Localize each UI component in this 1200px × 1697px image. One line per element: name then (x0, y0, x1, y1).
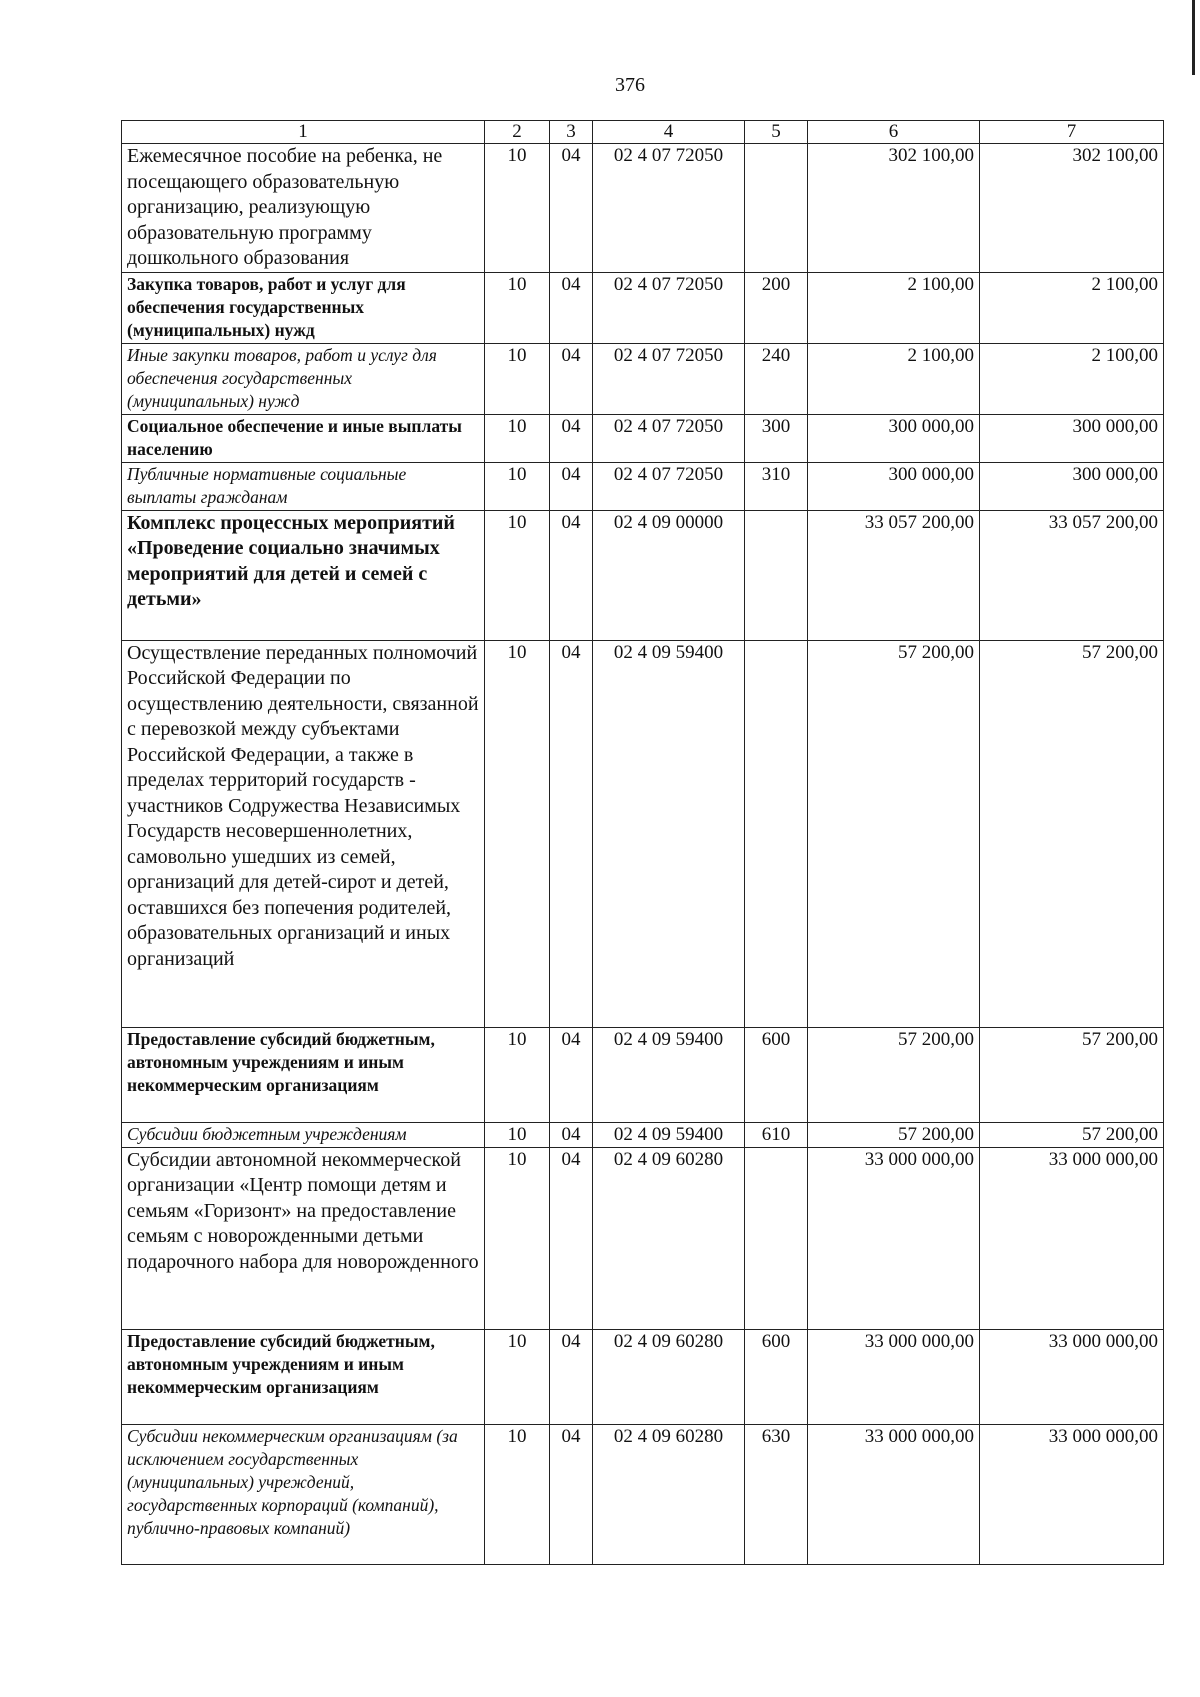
amount-col7: 57 200,00 (980, 640, 1164, 1027)
section-code: 10 (485, 414, 550, 462)
amount-col6: 2 100,00 (808, 272, 980, 343)
target-article-code: 02 4 09 60280 (593, 1424, 745, 1564)
header-cell: 6 (808, 121, 980, 144)
expense-type-code: 600 (745, 1329, 808, 1424)
subsection-code: 04 (550, 1027, 593, 1122)
table-row (122, 1122, 1164, 1147)
section-code: 10 (485, 1027, 550, 1122)
amount-col6: 57 200,00 (808, 1027, 980, 1122)
table-row (122, 343, 1164, 414)
target-article-code: 02 4 09 60280 (593, 1329, 745, 1424)
table-row (122, 144, 1164, 273)
expense-type-code: 310 (745, 462, 808, 510)
item-name: Осуществление переданных полномочий Российской Федерации по осуществлению деятельности, связанной с перевозкой между субъектами Российской Федерации, а также в пределах территорий государств - участников Содружества Независимых Государств несовершеннолетних, самовольно ушедших из семей, организаций для детей-сирот и детей, оставшихся без попечения родителей, образовательных организаций и иных организаций (122, 640, 485, 1027)
amount-col7: 300 000,00 (980, 462, 1164, 510)
item-name: Иные закупки товаров, работ и услуг для обеспечения государственных (муниципальных) нужд (122, 343, 485, 414)
section-code: 10 (485, 510, 550, 640)
amount-col7: 33 000 000,00 (980, 1147, 1164, 1329)
target-article-code: 02 4 09 59400 (593, 640, 745, 1027)
header-cell: 1 (122, 121, 485, 144)
budget-table (121, 120, 1164, 1565)
subsection-code: 04 (550, 272, 593, 343)
subsection-code: 04 (550, 144, 593, 273)
scan-edge (1192, 0, 1195, 75)
expense-type-code: 300 (745, 414, 808, 462)
item-name: Комплекс процессных мероприятий «Проведение социально значимых мероприятий для детей и семей с детьми» (122, 510, 485, 640)
section-code: 10 (485, 462, 550, 510)
amount-col6: 2 100,00 (808, 343, 980, 414)
table-row (122, 640, 1164, 1027)
header-cell: 7 (980, 121, 1164, 144)
header-cell: 4 (593, 121, 745, 144)
subsection-code: 04 (550, 1147, 593, 1329)
header-row (122, 121, 1164, 144)
subsection-code: 04 (550, 1424, 593, 1564)
expense-type-code (745, 640, 808, 1027)
subsection-code: 04 (550, 414, 593, 462)
table-row (122, 1027, 1164, 1122)
table-row (122, 414, 1164, 462)
amount-col6: 300 000,00 (808, 414, 980, 462)
target-article-code: 02 4 07 72050 (593, 414, 745, 462)
item-name: Предоставление субсидий бюджетным, автономным учреждениям и иным некоммерческим организациям (122, 1329, 485, 1424)
subsection-code: 04 (550, 510, 593, 640)
section-code: 10 (485, 640, 550, 1027)
amount-col6: 57 200,00 (808, 1122, 980, 1147)
item-name: Субсидии некоммерческим организациям (за исключением государственных (муниципальных) учреждений, государственных корпораций (компаний), публично-правовых компаний) (122, 1424, 485, 1564)
amount-col6: 33 000 000,00 (808, 1329, 980, 1424)
section-code: 10 (485, 1147, 550, 1329)
expense-type-code: 630 (745, 1424, 808, 1564)
section-code: 10 (485, 144, 550, 273)
header-cell: 5 (745, 121, 808, 144)
amount-col6: 302 100,00 (808, 144, 980, 273)
subsection-code: 04 (550, 462, 593, 510)
amount-col7: 33 000 000,00 (980, 1424, 1164, 1564)
table-row (122, 1147, 1164, 1329)
amount-col7: 2 100,00 (980, 272, 1164, 343)
target-article-code: 02 4 09 59400 (593, 1122, 745, 1147)
amount-col7: 300 000,00 (980, 414, 1164, 462)
item-name: Публичные нормативные социальные выплаты гражданам (122, 462, 485, 510)
expense-type-code (745, 510, 808, 640)
amount-col7: 57 200,00 (980, 1027, 1164, 1122)
amount-col7: 302 100,00 (980, 144, 1164, 273)
table-row (122, 462, 1164, 510)
item-name: Ежемесячное пособие на ребенка, не посещающего образовательную организацию, реализующую образовательную программу дошкольного образования (122, 144, 485, 273)
amount-col7: 57 200,00 (980, 1122, 1164, 1147)
item-name: Закупка товаров, работ и услуг для обеспечения государственных (муниципальных) нужд (122, 272, 485, 343)
expense-type-code: 610 (745, 1122, 808, 1147)
subsection-code: 04 (550, 343, 593, 414)
target-article-code: 02 4 09 60280 (593, 1147, 745, 1329)
target-article-code: 02 4 07 72050 (593, 272, 745, 343)
amount-col6: 300 000,00 (808, 462, 980, 510)
amount-col6: 33 000 000,00 (808, 1147, 980, 1329)
amount-col7: 33 000 000,00 (980, 1329, 1164, 1424)
table-row (122, 1329, 1164, 1424)
table-row (122, 510, 1164, 640)
item-name: Социальное обеспечение и иные выплаты населению (122, 414, 485, 462)
item-name: Субсидии бюджетным учреждениям (122, 1122, 485, 1147)
amount-col7: 2 100,00 (980, 343, 1164, 414)
target-article-code: 02 4 09 00000 (593, 510, 745, 640)
expense-type-code: 600 (745, 1027, 808, 1122)
table-row (122, 1424, 1164, 1564)
section-code: 10 (485, 272, 550, 343)
table-row (122, 272, 1164, 343)
target-article-code: 02 4 07 72050 (593, 144, 745, 273)
target-article-code: 02 4 09 59400 (593, 1027, 745, 1122)
expense-type-code (745, 144, 808, 273)
subsection-code: 04 (550, 640, 593, 1027)
expense-type-code: 240 (745, 343, 808, 414)
section-code: 10 (485, 1329, 550, 1424)
item-name: Предоставление субсидий бюджетным, автономным учреждениям и иным некоммерческим организациям (122, 1027, 485, 1122)
expense-type-code (745, 1147, 808, 1329)
subsection-code: 04 (550, 1329, 593, 1424)
amount-col6: 33 057 200,00 (808, 510, 980, 640)
item-name: Субсидии автономной некоммерческой организации «Центр помощи детям и семьям «Горизонт» на предоставление семьям с новорожденными детьми подарочного набора для новорожденного (122, 1147, 485, 1329)
amount-col6: 33 000 000,00 (808, 1424, 980, 1564)
amount-col6: 57 200,00 (808, 640, 980, 1027)
header-cell: 2 (485, 121, 550, 144)
section-code: 10 (485, 1122, 550, 1147)
target-article-code: 02 4 07 72050 (593, 343, 745, 414)
section-code: 10 (485, 343, 550, 414)
amount-col7: 33 057 200,00 (980, 510, 1164, 640)
page-number: 376 (615, 74, 645, 96)
subsection-code: 04 (550, 1122, 593, 1147)
header-cell: 3 (550, 121, 593, 144)
expense-type-code: 200 (745, 272, 808, 343)
section-code: 10 (485, 1424, 550, 1564)
target-article-code: 02 4 07 72050 (593, 462, 745, 510)
